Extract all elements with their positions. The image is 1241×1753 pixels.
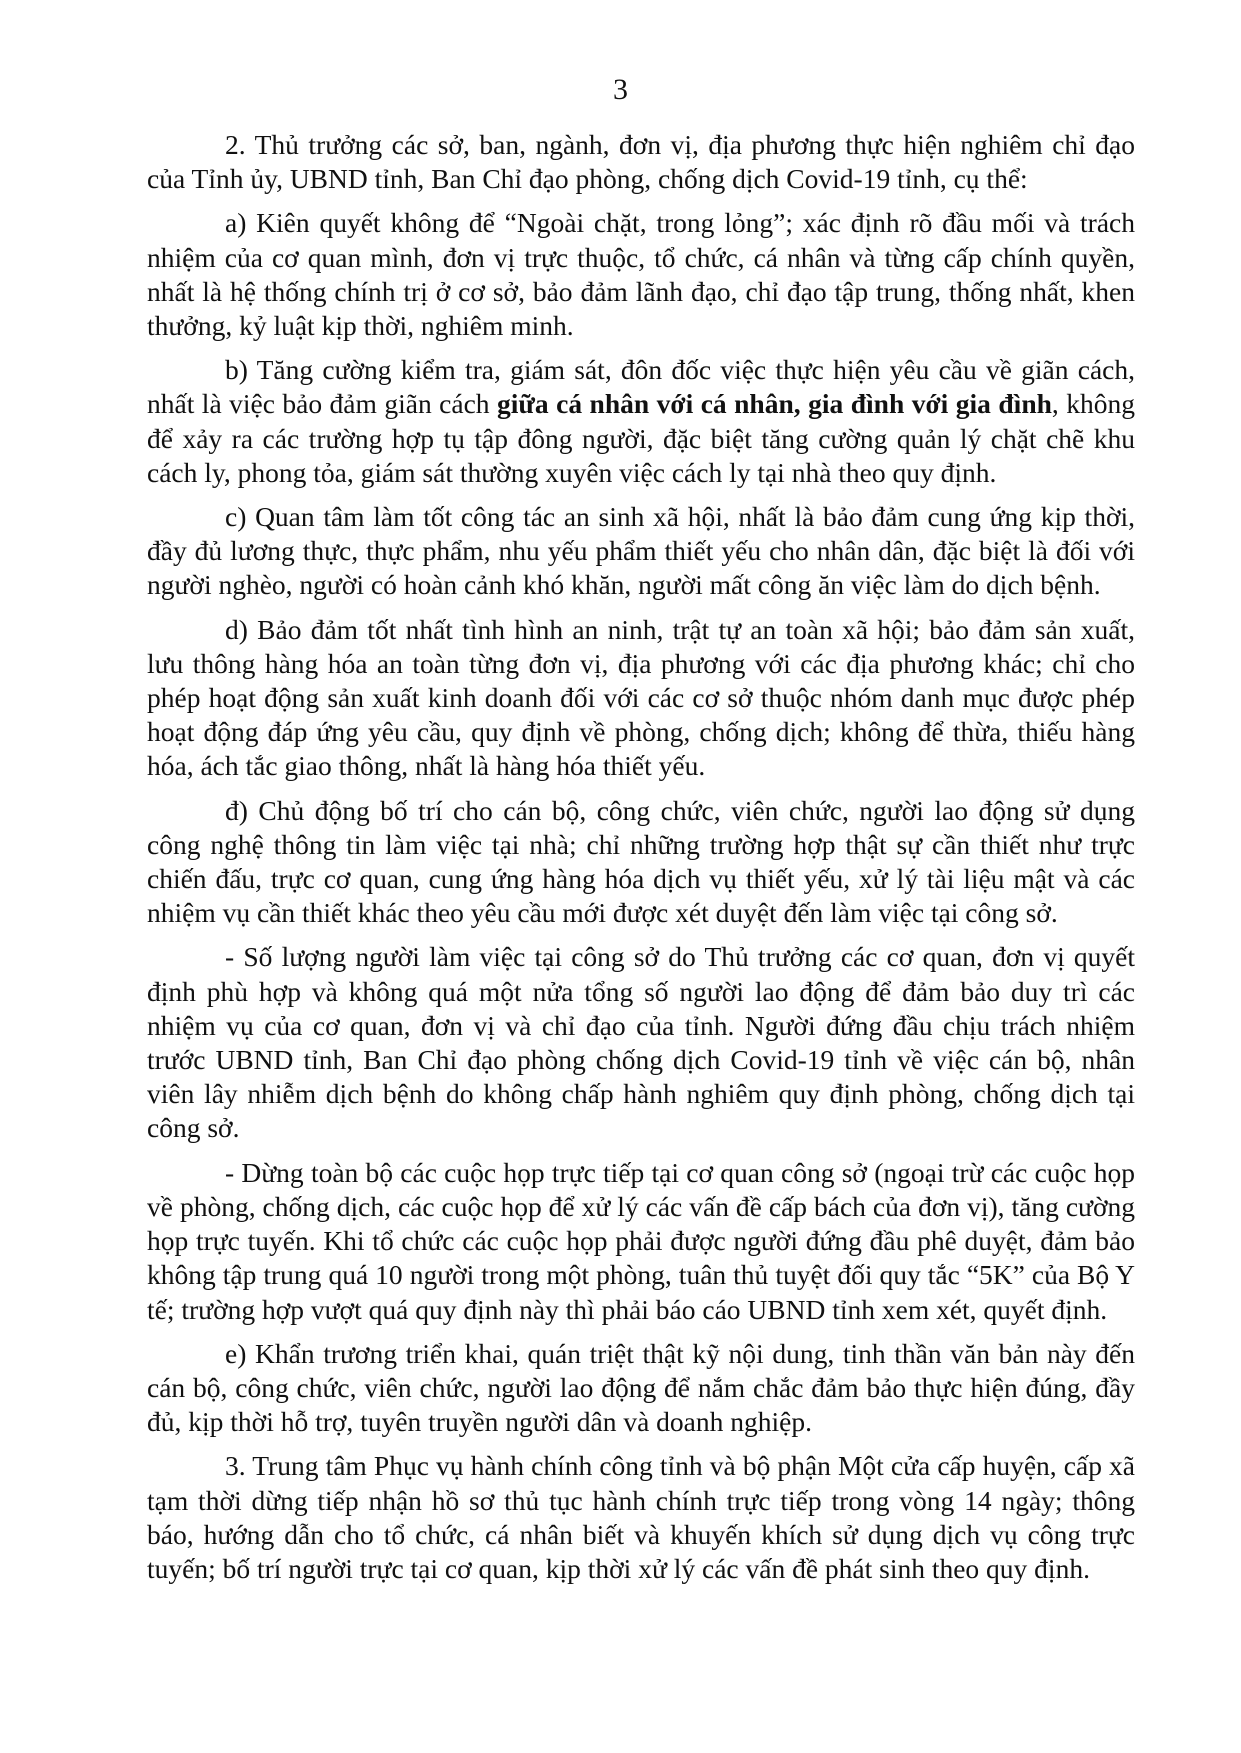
paragraph-section-2: 2. Thủ trưởng các sở, ban, ngành, đơn vị, địa phương thực hiện nghiêm chỉ đạo của Tỉnh ủy, UBND tỉnh, Ban Chỉ đạo phòng, chống dịch Covid-19 tỉnh, cụ thể: [147, 129, 1135, 195]
paragraph-bullet-meetings: - Dừng toàn bộ các cuộc họp trực tiếp tại cơ quan công sở (ngoại trừ các cuộc họp về phòng, chống dịch, các cuộc họp để xử lý các vấn đề cấp bách của đơn vị), tăng cường họp trực tuyến. Khi tổ chức các cuộc họp phải được người đứng đầu phê duyệt, đảm bảo không tập trung quá 10 người trong một phòng, tuân thủ tuyệt đối quy tắc “5K” của Bộ Y tế; trường hợp vượt quá quy định này thì phải báo cáo UBND tỉnh xem xét, quyết định. [147, 1156, 1135, 1325]
paragraph-item-b-bold-phrase: giữa cá nhân với cá nhân, gia đình với gia đình [497, 388, 1052, 420]
paragraph-item-a: a) Kiên quyết không để “Ngoài chặt, trong lỏng”; xác định rõ đầu mối và trách nhiệm của cơ quan mình, đơn vị trực thuộc, tổ chức, cá nhân và từng cấp chính quyền, nhất là hệ thống chính trị ở cơ sở, bảo đảm lãnh đạo, chỉ đạo tập trung, thống nhất, khen thưởng, kỷ luật kịp thời, nghiêm minh. [147, 207, 1135, 342]
document-body [147, 128, 1135, 1596]
paragraph-section-3: 3. Trung tâm Phục vụ hành chính công tỉnh và bộ phận Một cửa cấp huyện, cấp xã tạm thời dừng tiếp nhận hồ sơ thủ tục hành chính trực tiếp trong vòng 14 ngày; thông báo, hướng dẫn cho tổ chức, cá nhân biết và khuyến khích sử dụng dịch vụ công trực tuyến; bố trí người trực tại cơ quan, kịp thời xử lý các vấn đề phát sinh theo quy định. [147, 1450, 1135, 1584]
paragraph-bullet-staffing: - Số lượng người làm việc tại công sở do Thủ trưởng các cơ quan, đơn vị quyết định phù hợp và không quá một nửa tổng số người lao động để đảm bảo duy trì các nhiệm vụ của cơ quan, đơn vị và chỉ đạo của tỉnh. Người đứng đầu chịu trách nhiệm trước UBND tỉnh, Ban Chỉ đạo phòng chống dịch Covid-19 tỉnh về việc cán bộ, nhân viên lây nhiễm dịch bệnh do không chấp hành nghiêm quy định phòng, chống dịch tại công sở. [147, 941, 1135, 1144]
paragraph-item-c: c) Quan tâm làm tốt công tác an sinh xã hội, nhất là bảo đảm cung ứng kịp thời, đầy đủ lương thực, thực phẩm, nhu yếu phẩm thiết yếu cho nhân dân, đặc biệt là đối với người nghèo, người có hoàn cảnh khó khăn, người mất công ăn việc làm do dịch bệnh. [147, 501, 1135, 601]
paragraph-item-d: d) Bảo đảm tốt nhất tình hình an ninh, trật tự an toàn xã hội; bảo đảm sản xuất, lưu thông hàng hóa an toàn từng đơn vị, địa phương với các địa phương khác; chỉ cho phép hoạt động sản xuất kinh doanh đối với các cơ sở thuộc nhóm danh mục được phép hoạt động đáp ứng yêu cầu, quy định về phòng, chống dịch; không để thừa, thiếu hàng hóa, ách tắc giao thông, nhất là hàng hóa thiết yếu. [147, 613, 1135, 782]
paragraph-item-dd: đ) Chủ động bố trí cho cán bộ, công chức, viên chức, người lao động sử dụng công nghệ thông tin làm việc tại nhà; chỉ những trường hợp thật sự cần thiết như trực chiến đấu, trực cơ quan, cung ứng hàng hóa dịch vụ thiết yếu, xử lý tài liệu mật và các nhiệm vụ cần thiết khác theo yêu cầu mới được xét duyệt đến làm việc tại công sở. [147, 794, 1135, 929]
paragraph-item-b-text-end: , không để xảy ra các trường hợp tụ tập đông người, đặc biệt tăng cường quản lý chặt chẽ khu cách ly, phong tỏa, giám sát thường xuyên việc cách ly tại nhà theo quy định. [147, 388, 1136, 488]
paragraph-item-b-text-start: b) Tăng cường kiểm tra, giám sát, đôn đốc việc thực hiện yêu cầu về giãn cách, nhất là việc bảo đảm giãn cách [147, 354, 1135, 420]
paragraph-item-e: e) Khẩn trương triển khai, quán triệt thật kỹ nội dung, tinh thần văn bản này đến cán bộ, công chức, viên chức, người lao động để nắm chắc đảm bảo thực hiện đúng, đầy đủ, kịp thời hỗ trợ, tuyên truyền người dân và doanh nghiệp. [147, 1337, 1135, 1438]
paragraph-item-b [147, 353, 1135, 490]
page-number: 3 [613, 73, 628, 106]
